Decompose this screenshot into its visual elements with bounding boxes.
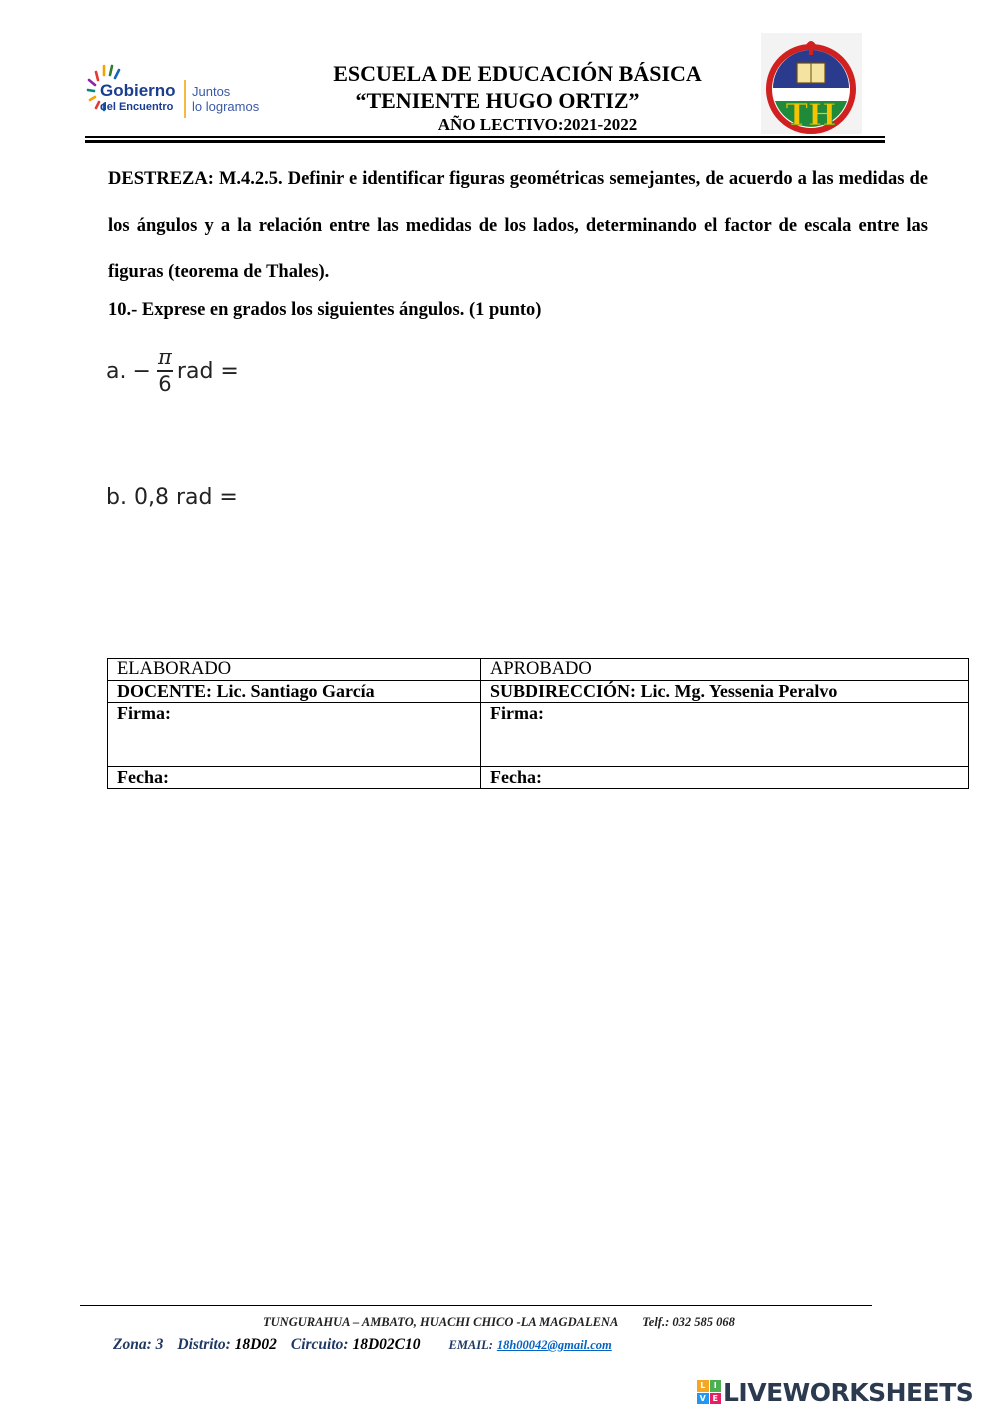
school-subname: “TENIENTE HUGO ORTIZ”	[355, 88, 640, 113]
docente-cell: DOCENTE: Lic. Santiago García	[108, 681, 481, 703]
circuito-label: Circuito:	[290, 1336, 349, 1353]
circuito-value: 18D02C10	[352, 1336, 421, 1353]
exercise-a-unit: rad =	[176, 358, 239, 384]
lw-icon-letter: L	[697, 1380, 709, 1392]
footer-info	[113, 1335, 612, 1355]
header-divider	[85, 136, 885, 145]
liveworksheets-brand	[697, 1377, 993, 1407]
exercise-a-label: a.	[106, 358, 127, 384]
distrito-label: Distrito:	[177, 1336, 231, 1353]
header-aprobado: APROBADO	[481, 659, 969, 681]
gov-logo-sub: del Encuentro	[100, 101, 174, 113]
fraction-numerator: π	[158, 345, 172, 370]
phone-text: Telf.: 032 585 068	[642, 1315, 735, 1329]
zona-label: Zona:	[113, 1336, 152, 1353]
liveworksheets-icon	[697, 1380, 721, 1404]
gov-logo-name: Gobierno	[100, 81, 176, 100]
lw-icon-letter: V	[697, 1393, 709, 1405]
fecha-cell-right[interactable]: Fecha:	[481, 767, 969, 789]
footer-divider	[80, 1305, 872, 1306]
table-row	[108, 767, 969, 789]
table-row	[108, 681, 969, 703]
footer-address	[263, 1314, 735, 1330]
exercise-b	[106, 483, 238, 513]
address-text: TUNGURAHUA – AMBATO, HUACHI CHICO -LA MAGDALENA	[263, 1315, 619, 1329]
firma-cell-right[interactable]: Firma:	[481, 703, 969, 767]
exercise-a-fraction	[157, 346, 173, 396]
school-year: AÑO LECTIVO:2021-2022	[437, 115, 638, 134]
firma-cell-left[interactable]: Firma:	[108, 703, 481, 767]
government-logo	[84, 58, 266, 124]
distrito-value: 18D02	[234, 1336, 277, 1353]
school-emblem	[761, 33, 862, 134]
signature-table	[107, 658, 969, 789]
exercise-b-label: b.	[106, 485, 127, 510]
fecha-cell-left[interactable]: Fecha:	[108, 767, 481, 789]
email-link[interactable]: 18h00042@gmail.com	[496, 1338, 612, 1352]
skill-statement: DESTREZA: M.4.2.5. Definir e identificar figuras geométricas semejantes, de acuerdo a las medidas de los ángulos y a la relación entre las medidas de los lados, determinando el factor de escala entre las figuras (teorema de Thales).	[108, 169, 928, 282]
exercise-b-expression: 0,8 rad =	[133, 485, 238, 510]
lw-icon-letter: E	[710, 1393, 722, 1405]
exercise-a	[106, 343, 239, 399]
exercise-a-sign: −	[132, 358, 151, 384]
lw-icon-letter: I	[710, 1380, 722, 1392]
fraction-denominator: 6	[158, 371, 172, 396]
gov-logo-slogan-1: Juntos	[192, 84, 231, 99]
header-elaborado: ELABORADO	[108, 659, 481, 681]
school-name: ESCUELA DE EDUCACIÓN BÁSICA	[333, 61, 702, 86]
gov-logo-slogan-2: lo logramos	[192, 99, 260, 114]
email-label: EMAIL:	[448, 1338, 493, 1352]
question-title: 10.- Exprese en grados los siguientes ángulos. (1 punto)	[108, 300, 542, 320]
emblem-letters: TH	[785, 98, 837, 133]
table-row	[108, 703, 969, 767]
liveworksheets-text: LIVEWORKSHEETS	[723, 1377, 974, 1407]
zona-value: 3	[155, 1336, 164, 1353]
table-row	[108, 659, 969, 681]
subdireccion-cell: SUBDIRECCIÓN: Lic. Mg. Yessenia Peralvo	[481, 681, 969, 703]
